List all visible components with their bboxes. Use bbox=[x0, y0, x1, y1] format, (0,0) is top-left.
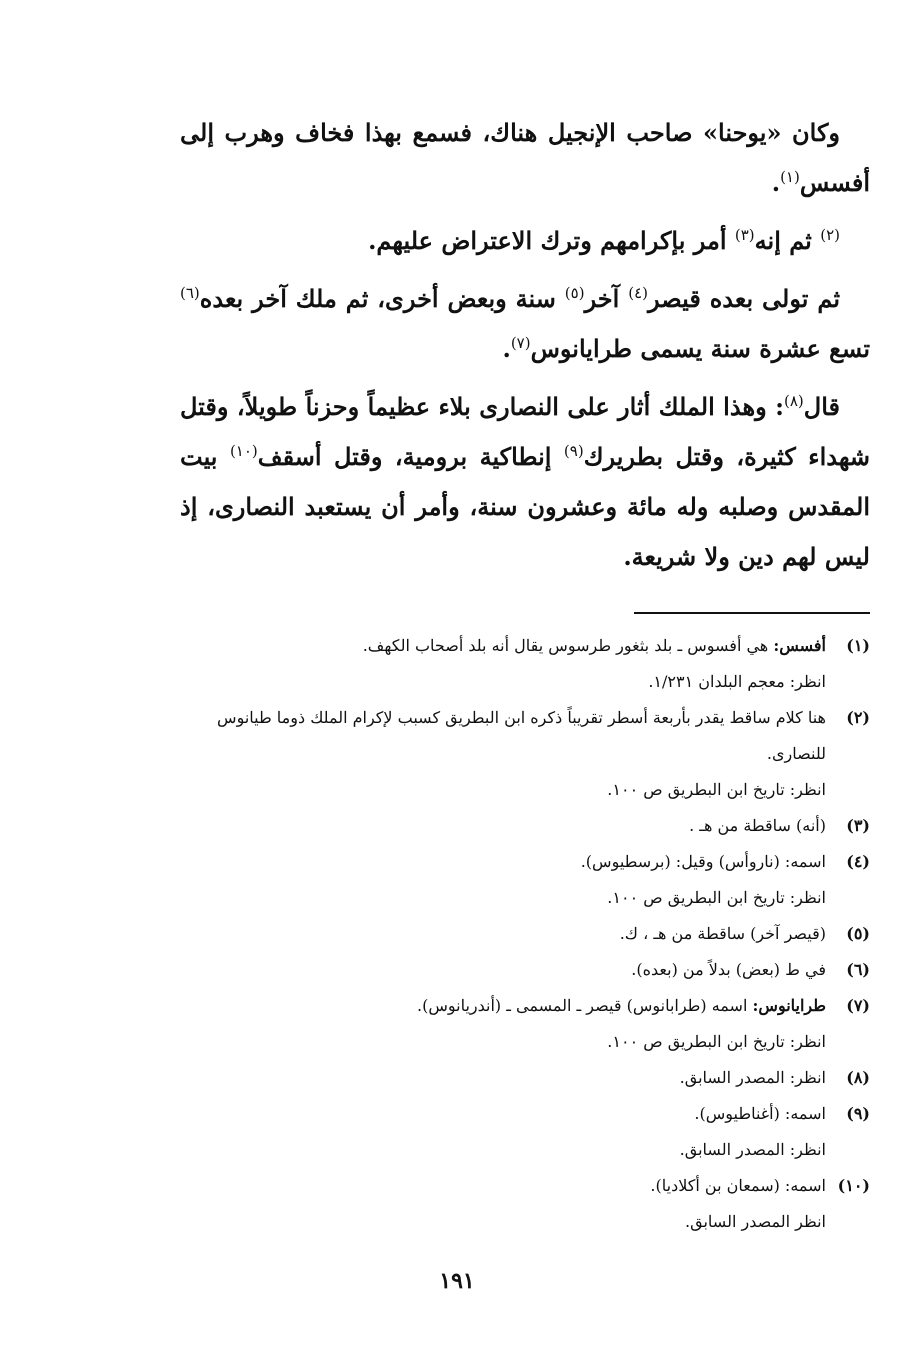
footnote-ref: (٢) bbox=[820, 226, 840, 244]
footnote-text: (أنه) ساقطة من هـ . bbox=[689, 816, 826, 835]
footnote-body bbox=[178, 1096, 826, 1168]
footnote-line bbox=[178, 880, 826, 916]
footnote bbox=[178, 916, 870, 952]
footnote-ref: (٤) bbox=[628, 284, 649, 302]
paragraph-text: ثم تولى بعده قيصر bbox=[648, 284, 841, 313]
footnote-body bbox=[178, 916, 826, 952]
footnote-text: هي أفسوس ـ بلد بثغور طرسوس يقال أنه بلد أصحاب الكهف. bbox=[362, 636, 774, 655]
footnote-line bbox=[178, 628, 826, 664]
footnote-number: (٤) bbox=[846, 852, 870, 871]
footnote-number: (١) bbox=[846, 636, 870, 655]
footnote-text: اسمه (طرابانوس) قيصر ـ المسمى ـ (أندريانوس). bbox=[416, 996, 753, 1015]
footnote-term: طرايانوس: bbox=[752, 996, 826, 1015]
footnote-body bbox=[178, 844, 826, 916]
footnote-number: (١٠) bbox=[837, 1176, 870, 1195]
paragraph-text: بيت المقدس وصلبه وله مائة وعشرون سنة، وأمر أن يستعبد النصارى، إذ ليس لهم دين ولا شريعة. bbox=[180, 442, 870, 571]
footnote-number: (٦) bbox=[846, 960, 870, 979]
footnote-line bbox=[178, 844, 826, 880]
paragraph-text: : وهذا الملك أثار على النصارى بلاء عظيماً وحزناً طويلاً، وقتل شهداء كثيرة، وقتل بطريرك bbox=[180, 392, 870, 471]
paragraph bbox=[180, 108, 870, 208]
footnote-line bbox=[178, 1132, 826, 1168]
footnote-body bbox=[178, 1168, 826, 1240]
paragraph-text: إنطاكية برومية، وقتل أسقف bbox=[257, 442, 564, 471]
footnote-ref: (٩) bbox=[563, 442, 584, 460]
footnote-text: انظر: المصدر السابق. bbox=[679, 1140, 826, 1159]
footnote bbox=[178, 700, 870, 808]
footnote-line bbox=[178, 1024, 826, 1060]
paragraph bbox=[180, 216, 870, 266]
footnote bbox=[178, 1168, 870, 1240]
footnote-body bbox=[178, 1060, 826, 1096]
paragraph-text: وكان «يوحنا» صاحب الإنجيل هناك، فسمع بهذا فخاف وهرب إلى أفسس bbox=[180, 118, 870, 197]
footnote-text: انظر: تاريخ ابن البطريق ص ١٠٠. bbox=[607, 1032, 826, 1051]
paragraph-text: ثم إنه bbox=[754, 226, 821, 255]
footnote-text: انظر المصدر السابق. bbox=[685, 1212, 826, 1231]
paragraph bbox=[180, 382, 870, 582]
footnote-line bbox=[178, 808, 826, 844]
footnote-line bbox=[178, 916, 826, 952]
footnote-text: هنا كلام ساقط يقدر بأربعة أسطر تقريباً ذكره ابن البطريق كسبب لإكرام الملك ذوما طيانوس للنصارى. bbox=[217, 708, 826, 763]
paragraph-text: . bbox=[771, 168, 781, 197]
footnote-line bbox=[178, 664, 826, 700]
footnote bbox=[178, 1096, 870, 1168]
footnote-line bbox=[178, 772, 826, 808]
footnote-line bbox=[178, 1096, 826, 1132]
footnote bbox=[178, 844, 870, 916]
footnote-number: (٧) bbox=[846, 996, 870, 1015]
main-text bbox=[180, 108, 870, 590]
footnote-number: (٣) bbox=[846, 816, 870, 835]
footnote-text: انظر: تاريخ ابن البطريق ص ١٠٠. bbox=[607, 888, 826, 907]
footnote-number: (٩) bbox=[846, 1104, 870, 1123]
footnote-line bbox=[178, 1060, 826, 1096]
footnote-body bbox=[178, 808, 826, 844]
paragraph-text: أمر بإكرامهم وترك الاعتراض عليهم. bbox=[368, 226, 735, 255]
paragraph-text: آخر bbox=[584, 284, 629, 313]
footnote bbox=[178, 1060, 870, 1096]
paragraph-text: قال bbox=[803, 392, 840, 421]
footnote-body bbox=[178, 628, 826, 700]
footnotes bbox=[178, 628, 870, 1240]
footnote-body bbox=[178, 700, 826, 808]
footnote-number: (٢) bbox=[846, 708, 870, 727]
footnote-line bbox=[178, 700, 826, 772]
footnote-ref: (٨) bbox=[783, 392, 804, 410]
footnote-body bbox=[178, 988, 826, 1060]
footnote-body bbox=[178, 952, 826, 988]
footnote bbox=[178, 988, 870, 1060]
paragraph-text: . bbox=[502, 334, 511, 363]
footnote-text: انظر: المصدر السابق. bbox=[679, 1068, 826, 1087]
footnote-separator bbox=[634, 612, 870, 614]
footnote-ref: (١) bbox=[780, 168, 800, 186]
footnote-line bbox=[178, 1168, 826, 1204]
footnote-term: أفسس: bbox=[773, 636, 826, 655]
footnote-ref: (٦) bbox=[180, 284, 200, 302]
footnote-ref: (٧) bbox=[510, 334, 531, 352]
footnote-text: (قيصر آخر) ساقطة من هـ ، ك. bbox=[619, 924, 826, 943]
footnote-line bbox=[178, 988, 826, 1024]
footnote-text: انظر: معجم البلدان ١/٢٣١. bbox=[648, 672, 826, 691]
paragraph-text: سنة وبعض أخرى، ثم ملك آخر بعده bbox=[199, 284, 565, 313]
footnote-text: اسمه: (ناروأس) وقيل: (برسطيوس). bbox=[580, 852, 826, 871]
footnote-ref: (٣) bbox=[734, 226, 755, 244]
footnote-ref: (٥) bbox=[564, 284, 585, 302]
footnote-text: انظر: تاريخ ابن البطريق ص ١٠٠. bbox=[607, 780, 826, 799]
footnote bbox=[178, 952, 870, 988]
footnote bbox=[178, 628, 870, 700]
paragraph-text: تسع عشرة سنة يسمى طرايانوس bbox=[530, 334, 870, 363]
footnote-ref: (١٠) bbox=[229, 442, 258, 460]
footnote-text: اسمه: (سمعان بن أكلاديا). bbox=[650, 1176, 826, 1195]
footnote-text: اسمه: (أغناطيوس). bbox=[694, 1104, 826, 1123]
footnote-text: في ط (بعض) بدلاً من (بعده). bbox=[631, 960, 826, 979]
footnote-line bbox=[178, 952, 826, 988]
paragraph bbox=[180, 274, 870, 374]
footnote-number: (٥) bbox=[846, 924, 870, 943]
page-number: ١٩١ bbox=[439, 1268, 475, 1294]
footnote-line bbox=[178, 1204, 826, 1240]
footnote-number: (٨) bbox=[846, 1068, 870, 1087]
footnote bbox=[178, 808, 870, 844]
